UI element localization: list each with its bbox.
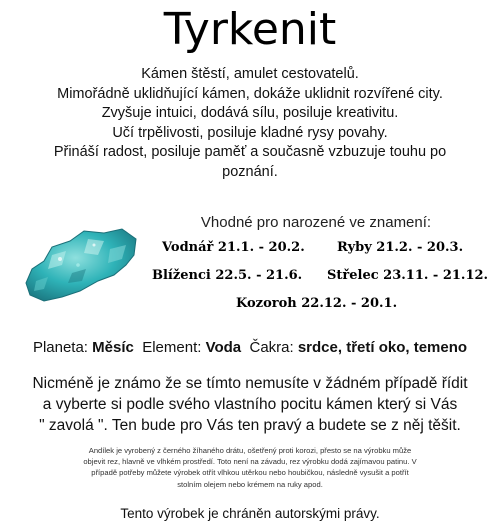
description-line: Přináší radost, posiluje paměť a současně vzbuzuje touhu po bbox=[53, 144, 447, 160]
zodiac-sign: Blíženci 22.5. - 21.6. bbox=[152, 268, 303, 283]
note-line: Nicméně je známo že se tímto nemusíte v žádném případě řídit bbox=[32, 375, 468, 392]
chakra-value: srdce, třetí oko, temeno bbox=[297, 339, 468, 356]
planet-value: Měsíc bbox=[92, 339, 134, 356]
zodiac-heading: Vhodné pro narozené ve znamení: bbox=[200, 214, 432, 231]
element-value: Voda bbox=[205, 339, 242, 356]
element-label: Element: bbox=[142, 339, 202, 356]
small-print-line: stolním olejem nebo krémem na ruky apod. bbox=[177, 479, 323, 489]
care-instructions bbox=[20, 445, 480, 490]
small-print-line: případě potřeby můžete výrobek otřít vlhkou utěrkou nebo houbičkou, následně vysušit a potřít bbox=[91, 468, 409, 478]
copyright-notice: Tento výrobek je chráněn autorskými právy. bbox=[120, 506, 380, 521]
choice-note bbox=[0, 373, 500, 436]
description-line: Kámen štěstí, amulet cestovatelů. bbox=[141, 66, 359, 82]
description-line: poznání. bbox=[222, 163, 278, 180]
zodiac-sign: Kozoroh 22.12. - 20.1. bbox=[236, 296, 398, 311]
chakra-label: Čakra: bbox=[249, 339, 294, 356]
description-line: Zvyšuje intuici, dodává sílu, posiluje kreativitu. bbox=[101, 105, 399, 121]
description bbox=[0, 65, 500, 182]
zodiac-sign: Ryby 21.2. - 20.3. bbox=[337, 240, 464, 255]
zodiac-sign: Střelec 23.11. - 21.12. bbox=[327, 268, 489, 283]
note-line: a vyberte si podle svého vlastního pocitu kámen který si Vás bbox=[42, 396, 458, 413]
note-line: " zavolá ". Ten bude pro Vás ten pravý a budete se z něj těšit. bbox=[39, 417, 461, 434]
zodiac-sign: Vodnář 21.1. - 20.2. bbox=[162, 240, 305, 255]
turquenite-stone-image bbox=[22, 225, 140, 305]
planet-label: Planeta: bbox=[32, 339, 88, 356]
page-title: Tyrkenit bbox=[163, 4, 337, 55]
small-print-line: objevit rez, hlavně ve vlhkém prostředí. Toto není na závadu, rez výrobku dodá zajímavou patinu. V bbox=[83, 457, 417, 467]
small-print-line: Andílek je vyrobený z černého žíhaného drátu, ošetřený proti korozi, přesto se na výrobku může bbox=[88, 446, 412, 455]
description-line: Učí trpělivosti, posiluje kladné rysy povahy. bbox=[112, 124, 388, 141]
stone-properties bbox=[0, 338, 500, 358]
description-line: Mimořádně uklidňující kámen, dokáže uklidnit rozvířené city. bbox=[57, 85, 443, 102]
